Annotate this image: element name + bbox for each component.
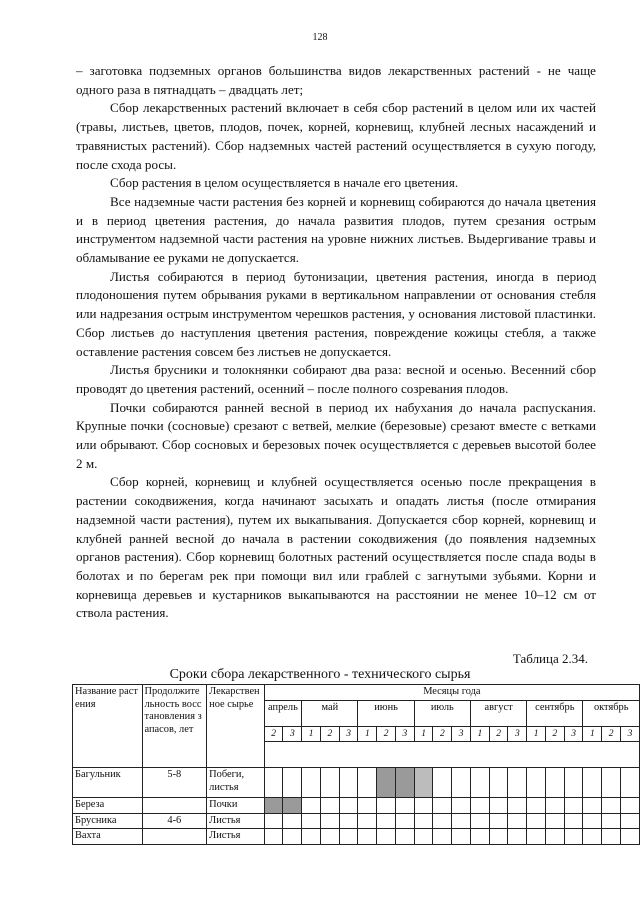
- decade-value-cell: [339, 829, 358, 845]
- decade-value-cell: [470, 798, 489, 814]
- decade-value-cell: [452, 829, 471, 845]
- decade-value-cell: [620, 798, 639, 814]
- decade-cell: 2: [264, 726, 283, 742]
- table-row: [73, 829, 640, 845]
- decade-value-cell: [527, 813, 546, 829]
- header-month: июль: [414, 700, 470, 726]
- decade-value-cell: [527, 829, 546, 845]
- header-month: август: [470, 700, 526, 726]
- decade-value-cell: [358, 798, 377, 814]
- decade-value-cell: [602, 768, 621, 798]
- decade-value-cell: [339, 813, 358, 829]
- decade-value-cell: [620, 813, 639, 829]
- decade-cell: 3: [395, 726, 414, 742]
- decade-value-cell: [283, 813, 302, 829]
- decade-value-cell: [302, 829, 321, 845]
- paragraph: Все надземные части растения без корней и корневищ собираются до начала цветения и в период цветения растения, до начала развития плодов, путем срезания острым инструментом надземной части растения на уровне нижних листьев. Выдергивание травы и обламывание ее руками не допускается.: [76, 193, 596, 266]
- recovery-duration-cell: 4-6: [142, 813, 207, 829]
- decade-value-cell: [339, 798, 358, 814]
- decade-value-cell: [545, 813, 564, 829]
- decade-value-cell: [470, 829, 489, 845]
- raw-material-cell: Листья: [207, 829, 265, 845]
- decade-value-cell: [564, 829, 583, 845]
- paragraph: Сбор корней, корневищ и клубней осуществляется осенью после прекращения в растении сокодвижения, когда начинают засыхать и опадать листья (после отмирания надземной части растения), путем их выкапывания. Допускается сбор корней, корневищ и клубней ранней весной до начала в растении сокодвижения (до появления надземных органов растения). Сбор корневищ болотных растений осуществляется после спада воды в болотах и по берегам рек при помощи вил или граблей с загнутыми зубьями. Корни и корневища деревьев и кустарников выкапываются на расстоянии не менее 10–12 см от ствола растения.: [76, 474, 596, 621]
- decade-cell: 1: [470, 726, 489, 742]
- decade-value-cell: [564, 813, 583, 829]
- paragraph: Сбор лекарственных растений включает в себя сбор растений в целом или их частей (травы, листьев, цветов, плодов, почек, корней, корневищ, клубней лесных насаждений и травянистых растений). Сбор надземных частей растений осуществляется в сухую погоду, после схода росы.: [76, 100, 596, 172]
- harvest-period-cell: [283, 798, 302, 814]
- decade-value-cell: [358, 768, 377, 798]
- decade-cell: 3: [564, 726, 583, 742]
- decade-value-cell: [508, 768, 527, 798]
- decade-value-cell: [433, 768, 452, 798]
- header-months-group: Месяцы года: [264, 685, 639, 701]
- recovery-duration-cell: 5-8: [142, 768, 207, 798]
- decade-value-cell: [452, 768, 471, 798]
- decade-cell: 2: [489, 726, 508, 742]
- harvest-period-cell: [414, 768, 433, 798]
- decade-value-cell: [377, 829, 396, 845]
- decade-cell: 3: [283, 726, 302, 742]
- decade-cell: 2: [545, 726, 564, 742]
- paragraph: Листья собираются в период бутонизации, цветения растения, иногда в период плодоношения путем обрывания руками в вертикальном направлении от основания стебля или надрезания острым инструментом черешков растения, у основания листовой пластинки. Сбор листьев до наступления цветения растения, повреждение кожицы стебля, а также оставление растения совсем без листьев не допускается.: [76, 268, 596, 359]
- decade-value-cell: [602, 798, 621, 814]
- decade-cell: 2: [320, 726, 339, 742]
- decade-cell: 3: [339, 726, 358, 742]
- decade-cell: 2: [433, 726, 452, 742]
- decade-value-cell: [377, 813, 396, 829]
- decade-value-cell: [583, 813, 602, 829]
- decade-cell: 1: [358, 726, 377, 742]
- decade-value-cell: [545, 798, 564, 814]
- decade-cell: 3: [620, 726, 639, 742]
- header-month: октябрь: [583, 700, 640, 726]
- decade-value-cell: [339, 768, 358, 798]
- decade-value-cell: [395, 813, 414, 829]
- table-caption: Таблица 2.34.: [512, 651, 588, 666]
- decade-value-cell: [620, 768, 639, 798]
- plant-name-cell: Брусника: [73, 813, 143, 829]
- decade-value-cell: [602, 829, 621, 845]
- decade-value-cell: [320, 798, 339, 814]
- paragraph: – заготовка подземных органов большинства видов лекарственных растений - не чаще одного раза в пятнадцать – двадцать лет;: [76, 63, 596, 97]
- decade-cell: 1: [527, 726, 546, 742]
- decade-value-cell: [489, 813, 508, 829]
- decade-cell: 2: [602, 726, 621, 742]
- decade-value-cell: [545, 829, 564, 845]
- decade-value-cell: [564, 798, 583, 814]
- table-title: Сроки сбора лекарственного - технического сырья: [169, 667, 471, 682]
- decade-value-cell: [470, 813, 489, 829]
- decade-value-cell: [545, 768, 564, 798]
- raw-material-cell: Листья: [207, 813, 265, 829]
- raw-material-cell: Почки: [207, 798, 265, 814]
- decade-value-cell: [414, 798, 433, 814]
- header-month: сентябрь: [527, 700, 583, 726]
- decade-value-cell: [583, 798, 602, 814]
- decade-value-cell: [583, 768, 602, 798]
- decade-value-cell: [358, 829, 377, 845]
- body-text: [76, 62, 596, 623]
- plant-name-cell: Береза: [73, 798, 143, 814]
- decade-value-cell: [377, 798, 396, 814]
- decade-value-cell: [620, 829, 639, 845]
- decade-value-cell: [527, 768, 546, 798]
- decade-value-cell: [508, 798, 527, 814]
- paragraph: Почки собираются ранней весной в период их набухания до начала распускания. Крупные почки (сосновые) срезают с ветвей, мелкие (березовые) срезают вместе с ветками или обрывают. Сбор сосновых и березовых почек осуществляется с деревьев высотой более 2 м.: [76, 399, 596, 471]
- recovery-duration-cell: [142, 798, 207, 814]
- decade-value-cell: [264, 829, 283, 845]
- table-row: [73, 798, 640, 814]
- paragraph: Сбор растения в целом осуществляется в начале его цветения.: [110, 175, 459, 191]
- header-raw-material: Лекарственное сырье: [207, 685, 265, 768]
- decade-value-cell: [452, 813, 471, 829]
- harvest-period-cell: [377, 768, 396, 798]
- decade-cell: 1: [302, 726, 321, 742]
- header-recovery-duration: Продолжительность восстановления запасов, лет: [142, 685, 207, 768]
- decade-value-cell: [583, 829, 602, 845]
- decade-value-cell: [452, 798, 471, 814]
- harvest-period-cell: [264, 798, 283, 814]
- plant-name-cell: Вахта: [73, 829, 143, 845]
- decade-value-cell: [395, 798, 414, 814]
- decade-value-cell: [508, 813, 527, 829]
- decade-cell: 1: [583, 726, 602, 742]
- page-number: 128: [312, 32, 328, 43]
- decade-cell: 3: [508, 726, 527, 742]
- decade-value-cell: [433, 813, 452, 829]
- raw-material-cell: Побеги, листья: [207, 768, 265, 798]
- decade-cell: 1: [414, 726, 433, 742]
- decade-value-cell: [283, 768, 302, 798]
- recovery-duration-cell: [142, 829, 207, 845]
- decade-value-cell: [395, 829, 414, 845]
- harvest-period-cell: [395, 768, 414, 798]
- header-month: июнь: [358, 700, 414, 726]
- decade-cell: 2: [377, 726, 396, 742]
- decade-value-cell: [414, 813, 433, 829]
- decade-value-cell: [602, 813, 621, 829]
- table-row: [73, 768, 640, 798]
- decade-value-cell: [433, 798, 452, 814]
- decade-value-cell: [320, 829, 339, 845]
- decade-value-cell: [264, 813, 283, 829]
- decade-value-cell: [320, 768, 339, 798]
- decade-value-cell: [283, 829, 302, 845]
- decade-value-cell: [470, 768, 489, 798]
- decade-value-cell: [302, 768, 321, 798]
- harvest-schedule-table: [72, 684, 640, 845]
- decade-value-cell: [489, 798, 508, 814]
- decade-value-cell: [527, 798, 546, 814]
- paragraph: Листья брусники и толокнянки собирают два раза: весной и осенью. Весенний сбор проводят до цветения растений, осенний – после полного созревания плодов.: [76, 362, 596, 396]
- decade-cell: 3: [452, 726, 471, 742]
- table-row: [73, 813, 640, 829]
- header-plant-name: Название растения: [73, 685, 143, 768]
- decade-value-cell: [508, 829, 527, 845]
- decade-value-cell: [302, 798, 321, 814]
- plant-name-cell: Багульник: [73, 768, 143, 798]
- header-month: май: [302, 700, 358, 726]
- decade-value-cell: [489, 768, 508, 798]
- decade-value-cell: [264, 768, 283, 798]
- decade-value-cell: [433, 829, 452, 845]
- decade-value-cell: [358, 813, 377, 829]
- decade-value-cell: [489, 829, 508, 845]
- decade-value-cell: [302, 813, 321, 829]
- decade-value-cell: [564, 768, 583, 798]
- header-month: апрель: [264, 700, 302, 726]
- decade-value-cell: [414, 829, 433, 845]
- decade-value-cell: [320, 813, 339, 829]
